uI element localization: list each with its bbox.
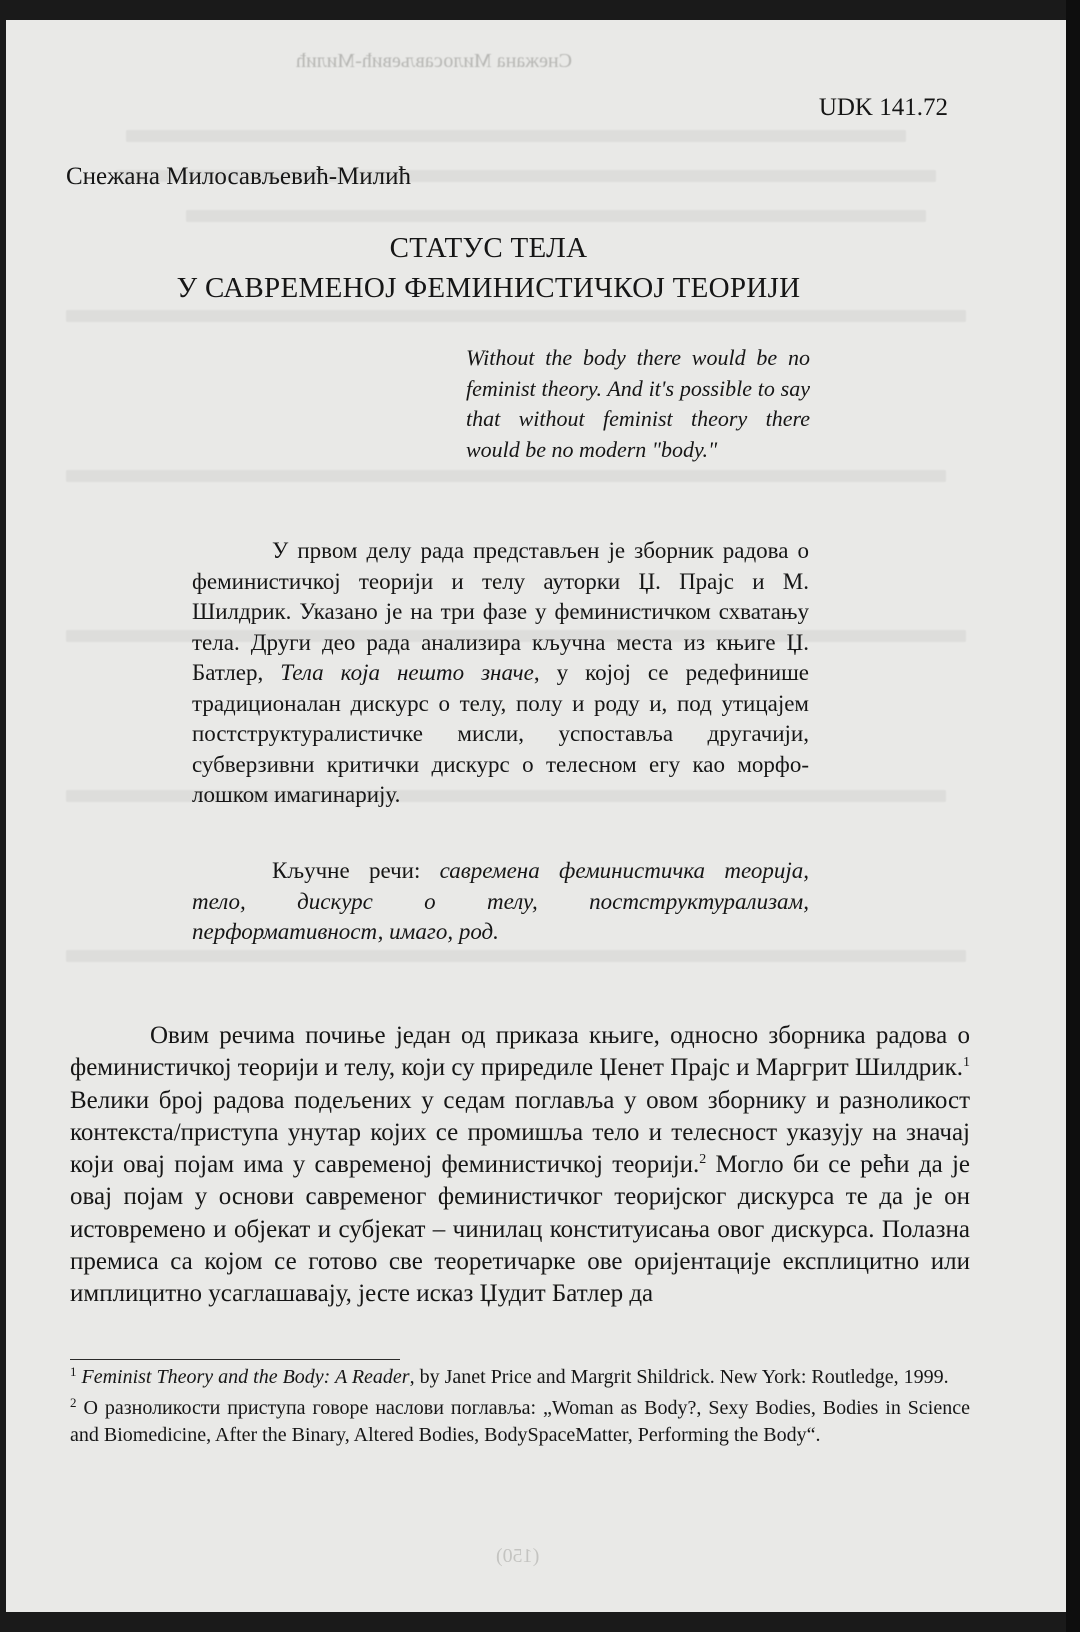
keywords-terms: савремена феминистичка теорија, тело, дискурс о телу, постструктурализам, перформативност, имаго, род. — [192, 858, 809, 944]
bleed-through-line — [66, 310, 966, 322]
bleed-through-line — [66, 950, 966, 962]
scanner-edge — [1066, 0, 1080, 1632]
footnote-1-title: Feminist Theory and the Body: A Reader — [81, 1366, 410, 1388]
article-title-line-2: У САВРЕМЕНОЈ ФЕМИНИСТИЧКОЈ ТЕОРИЈИ — [176, 272, 801, 304]
footnote-1-text: , by Janet Price and Margrit Shildrick. New York: Routledge, 1999. — [409, 1366, 949, 1388]
footnotes — [70, 1364, 970, 1453]
bleed-through-page-number: (150) — [496, 1545, 540, 1567]
abstract-text-before: У првом делу рада представљен је зборник радова о феминистичкој теорији и телу ауторки Џ. Прајс и М. Шилдрик. Указано је на три фазе у феминистичком схватању тела. Други део рада анализира кључна места из књиге Џ. Батлер, — [192, 538, 809, 685]
author-name: Снежана Милосављевић-Милић — [66, 163, 411, 190]
abstract-book-title: Тела која нешто значе — [280, 660, 534, 685]
footnote-1 — [70, 1364, 970, 1391]
epigraph: Without the body there would be no feminist theory. And it's possible to say that without feminist theory there would be no modern "body." — [466, 345, 810, 462]
body-text-part-1: Овим речима почиње један од приказа књиге, односно зборника радова о феминистичкој теорији и телу, који су приредиле Џенет Прајс и Маргрит Шилдрик. — [70, 1022, 970, 1082]
footnote-separator — [70, 1359, 400, 1360]
keywords-label: Кључне речи: — [272, 858, 440, 883]
body-text-part-2: Велики број радова подељених у седам поглавља у овом зборнику и разноликост контекста/приступа унутар којих се промишља тело и телесност указују на значај који овај појам има у савременој феминистичкој теорији. — [70, 1086, 970, 1179]
abstract — [192, 536, 809, 811]
bleed-through-line — [186, 210, 926, 222]
abstract-text-after: , у којој се редефинише традиционалан дискурс о телу, полу и роду и, под утицајем постструктуралистичке мисли, успоставља другачији, субверзивни критички дискурс о телесном егу као морфо-лошком имагинарију. — [192, 660, 809, 807]
footnote-2-text: О разноликости приступа говоре наслови поглавља: „Woman as Body?, Sexy Bodies, Bodies in Science and Biomedicine, After the Binary, Altered Bodies, BodySpaceMatter, Performing the Body“. — [70, 1397, 970, 1446]
document-page — [6, 20, 1066, 1612]
keywords — [192, 856, 809, 948]
footnote-ref-1[interactable]: 1 — [963, 1055, 970, 1071]
bleed-through-line — [66, 470, 946, 482]
bleed-through-line — [126, 130, 906, 142]
footnote-2-number: 2 — [70, 1395, 77, 1410]
footnote-ref-2[interactable]: 2 — [699, 1152, 707, 1168]
body-text-part-3: Могло би се рећи да је овај појам у основи савременог феминистичког теоријског дискурса те да је он истовремено и објекат и субјекат – чинилац конституисања овог дискурса. Полазна премиса са којом се готово све теоретичарке ове оријентације експлицитно или имплицитно усаглашавају, јесте исказ Џудит Батлер да — [70, 1151, 970, 1308]
udk-code: UDK 141.72 — [818, 94, 948, 121]
bleed-through-header: Снежана Милосављевић-Милић — [296, 50, 572, 72]
article-title-line-1: СТАТУС ТЕЛА — [389, 232, 588, 264]
footnote-2 — [70, 1395, 970, 1449]
footnote-1-number: 1 — [70, 1364, 77, 1379]
body-paragraph — [70, 1020, 970, 1311]
